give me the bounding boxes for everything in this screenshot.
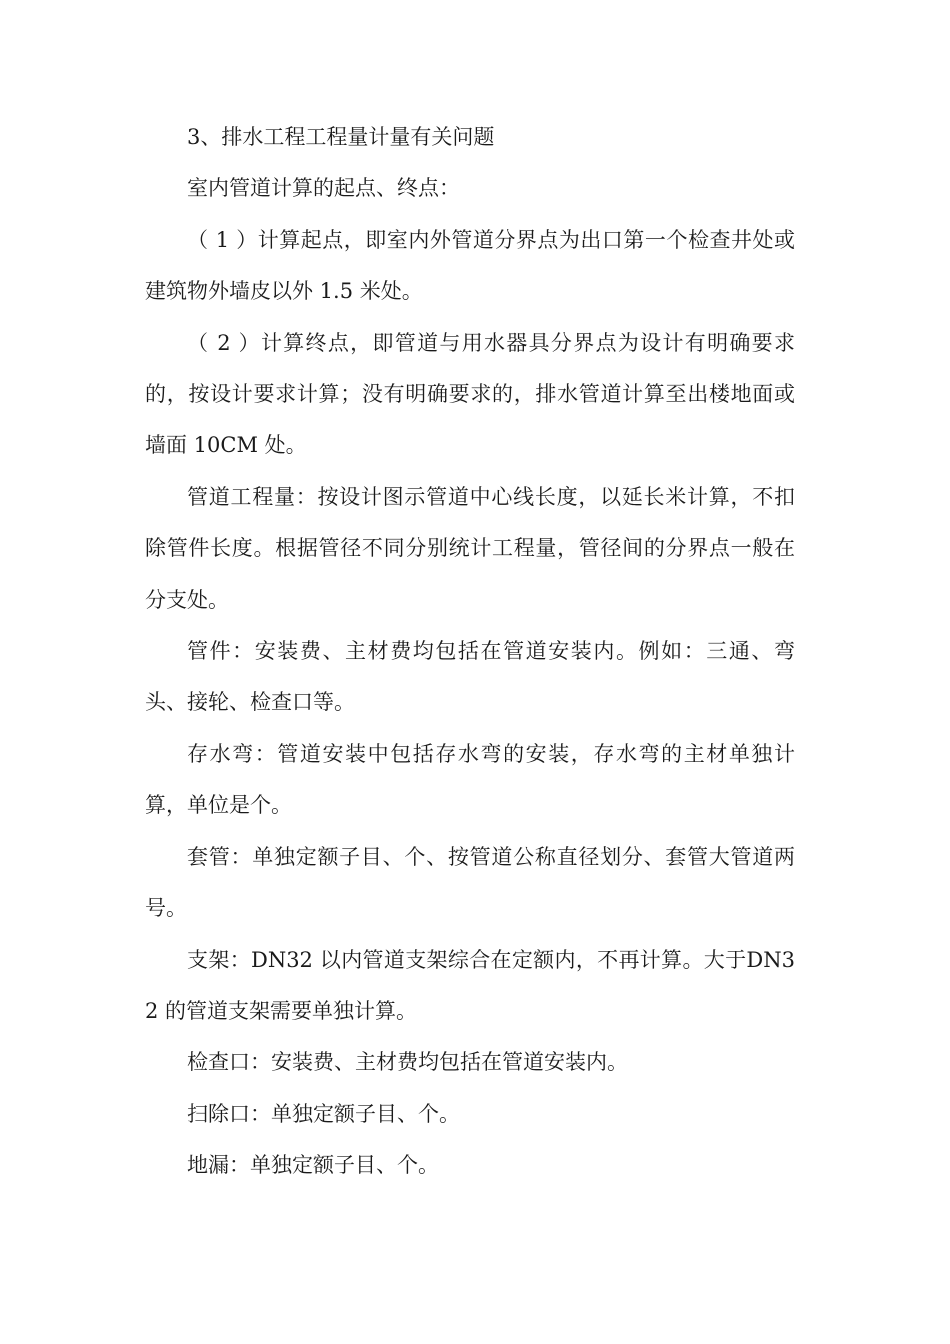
document-body [145,112,795,1192]
paragraph-text: 扫除口：单独定额子目、个。 [187,1101,460,1126]
paragraph [145,163,795,214]
paragraph-text: （ 1 ）计算起点，即室内外管道分界点为出口第一个检查井处或建筑物外墙皮以外 1.5 米处。 [145,227,795,304]
section-heading-text: 3、排水工程工程量计量有关问题 [187,125,495,149]
paragraph [145,626,795,729]
paragraph [145,935,795,1038]
paragraph [145,832,795,935]
paragraph [145,215,795,318]
paragraph-text: 管件：安装费、主材费均包括在管道安装内。例如：三通、弯头、接轮、检查口等。 [145,639,795,715]
paragraph-text: 支架：DN32 以内管道支架综合在定额内，不再计算。大于DN32 的管道支架需要单独计算。 [145,947,795,1023]
paragraph-text: 存水弯：管道安装中包括存水弯的安装，存水弯的主材单独计算，单位是个。 [145,741,795,818]
paragraph [145,1140,795,1191]
paragraph-text: 管道工程量：按设计图示管道中心线长度，以延长米计算，不扣除管件长度。根据管径不同分别统计工程量，管径间的分界点一般在分支处。 [145,484,795,612]
paragraph-text: 地漏：单独定额子目、个。 [187,1153,439,1178]
paragraph-text: （ 2 ）计算终点，即管道与用水器具分界点为设计有明确要求的，按设计要求计算；没有明确要求的，排水管道计算至出楼地面或墙面 10CM 处。 [145,330,795,458]
paragraph [145,1037,795,1088]
paragraph-text: 套管：单独定额子目、个、按管道公称直径划分、套管大管道两号。 [145,844,795,921]
paragraph [145,318,795,472]
section-heading [145,112,795,163]
paragraph [145,729,795,832]
paragraph-text: 检查口：安装费、主材费均包括在管道安装内。 [187,1050,628,1075]
paragraph [145,1089,795,1140]
paragraph-text: 室内管道计算的起点、终点： [187,176,460,201]
paragraph [145,472,795,626]
